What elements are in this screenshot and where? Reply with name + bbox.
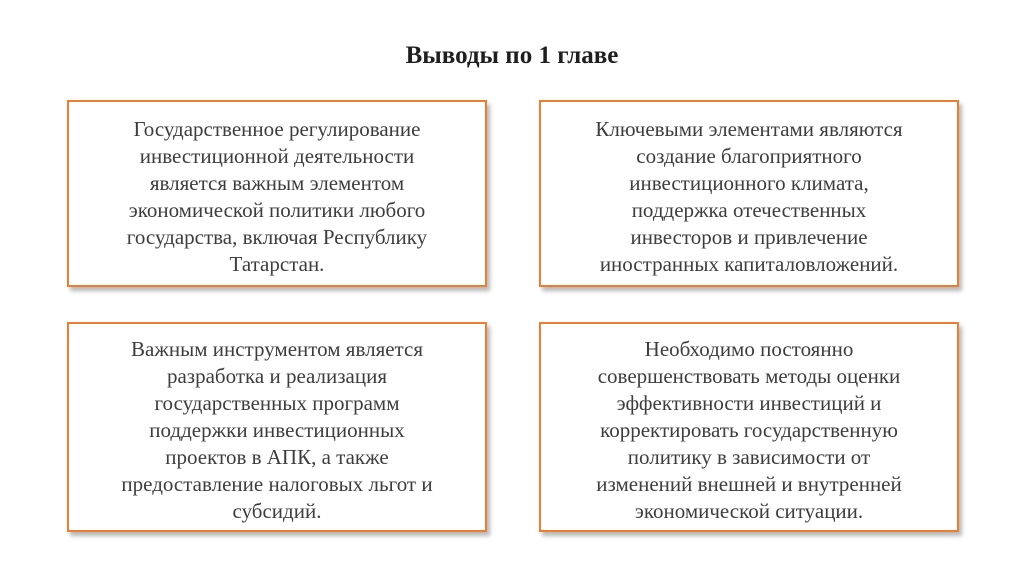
conclusion-box-key-elements: [539, 100, 959, 287]
slide-title: Выводы по 1 главе: [405, 42, 619, 69]
conclusion-text: Важным инструментом является разработка и реализация государственных программ поддержки инвестиционных проектов в АПК, а также предоставление налоговых льгот и субсидий.: [121, 337, 433, 523]
conclusion-box-regulation: [67, 100, 487, 287]
conclusion-box-instrument: [67, 322, 487, 532]
conclusion-text: Ключевыми элементами являются создание благоприятного инвестиционного климата, поддержка отечественных инвесторов и привлечение иностранных капиталовложений.: [595, 117, 903, 276]
conclusion-text: Государственное регулирование инвестиционной деятельности является важным элементом экономической политики любого государства, включая Республику Татарстан.: [126, 117, 428, 276]
conclusion-text: Необходимо постоянно совершенствовать методы оценки эффективности инвестиций и корректировать государственную политику в зависимости от изменений внешней и внутренней экономической ситуации.: [596, 337, 902, 523]
conclusion-box-improvement: [539, 322, 959, 532]
